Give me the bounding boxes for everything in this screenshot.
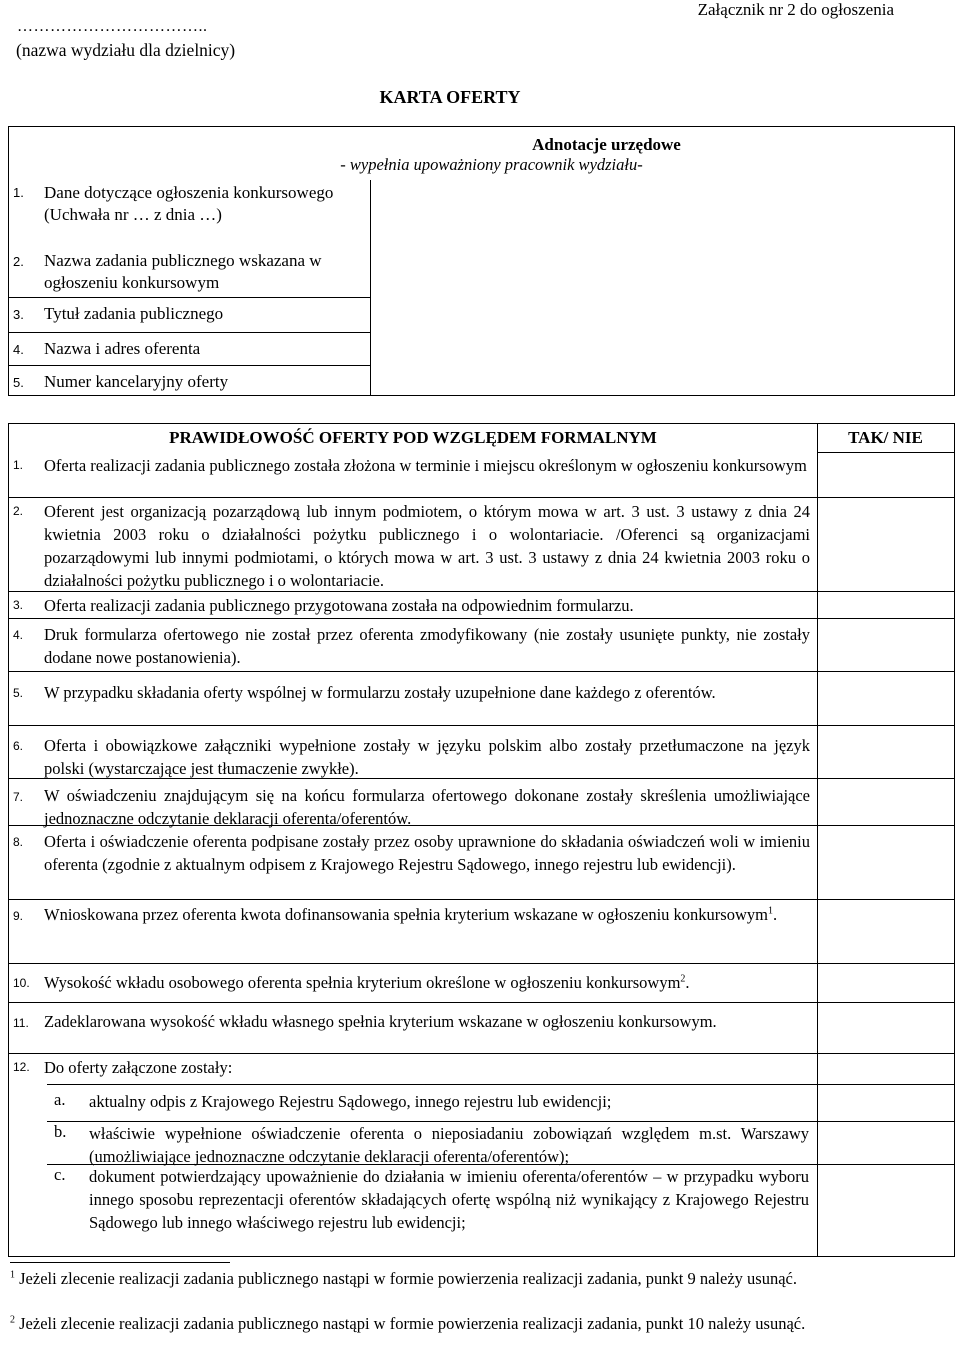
checklist-item bbox=[9, 963, 817, 1002]
checklist-item-text: Oferta realizacji zadania publicznego przygotowana została na odpowiednim formularzu. bbox=[44, 596, 634, 615]
checklist-item bbox=[9, 825, 817, 900]
checklist-item bbox=[9, 591, 817, 618]
annotation-row bbox=[9, 297, 370, 333]
answer-cell-line bbox=[817, 497, 954, 498]
checklist-item-text-tail: . bbox=[772, 905, 778, 924]
checklist-item-number: 2. bbox=[13, 504, 24, 518]
annotation-row-number: 3. bbox=[13, 307, 24, 322]
attachment-text: dokument potwierdzający upoważnienie do działania w imieniu oferenta/oferentów – w przypadku wyboru innego sposobu reprezentacji oferentów składających ofertę wspólną niż wynikający z Krajowego Rejestru Sądowego lub innego właściwego rejestru lub ewidencji; bbox=[89, 1167, 809, 1232]
checklist-item-text: Zadeklarowana wysokość wkładu własnego spełnia kryterium wskazane w ogłoszeniu konkursowym. bbox=[44, 1012, 717, 1031]
answer-cell-line bbox=[817, 591, 954, 592]
annotation-row-label: Numer kancelaryjny oferty bbox=[44, 372, 229, 391]
checklist-item-text: Oferta i oświadczenie oferenta podpisane zostały przez osoby uprawnione do składania oświadczeń woli w imieniu oferenta (zgodnie z aktualnym odpisem z Krajowego Rejestru Sądowego, innego rejestru lub ewidencji). bbox=[44, 832, 810, 874]
checklist-item-text: W oświadczeniu znajdującym się na końcu formularza ofertowego dokonane zostały skreślenia umożliwiające jednoznaczne odczytanie deklaracji oferenta/oferentów. bbox=[44, 786, 810, 828]
answer-cell-line bbox=[817, 452, 954, 453]
checklist-item-text: Oferta i obowiązkowe załączniki wypełnione zostały w języku polskim albo zostały przetłumaczone na język polski (wystarczające jest tłumaczenie zwykłe). bbox=[44, 736, 810, 778]
checklist-item-number: 9. bbox=[13, 909, 24, 923]
answer-cell-line bbox=[817, 1053, 954, 1054]
checklist-item-text: Druk formularza ofertowego nie został przez oferenta zmodyfikowany (nie zostały usunięte punkty, nie zostały dodane nowe postanowienia). bbox=[44, 625, 810, 667]
annotations-header bbox=[9, 135, 954, 175]
checklist-item-text-tail: . bbox=[685, 973, 690, 992]
annex-label: Załącznik nr 2 do ogłoszenia bbox=[697, 0, 894, 19]
page-title: KARTA OFERTY bbox=[379, 87, 521, 107]
footnote-mark: 2 bbox=[10, 1314, 15, 1326]
checklist-item-text bbox=[44, 971, 810, 994]
checklist-item bbox=[9, 452, 817, 502]
answer-cell-line bbox=[817, 1121, 954, 1122]
annotation-row-label: Nazwa i adres oferenta bbox=[44, 339, 201, 358]
attachment-item bbox=[47, 1084, 817, 1121]
checklist-item-text-main: Wnioskowana przez oferenta kwota dofinansowania spełnia kryterium wskazane w ogłoszeniu konkursowym bbox=[44, 905, 768, 924]
yes-no-column-heading: TAK/ NIE bbox=[848, 428, 923, 447]
checklist-item-number: 5. bbox=[13, 686, 24, 700]
attachment-text: aktualny odpis z Krajowego Rejestru Sądowego, innego rejestru lub ewidencji; bbox=[89, 1092, 612, 1111]
footnote-separator bbox=[10, 1262, 230, 1263]
checklist-item-text: Oferent jest organizacją pozarządową lub innym podmiotem, o którym mowa w art. 3 ust. 3 ustawy z dnia 24 kwietnia 2003 roku o działalności pożytku publicznego i o wolontariacie. /Oferenci są organizacjami pozarządowymi lub innymi podmiotami, o których mowa w art. 3 ust. 3 ustawy z dnia 24 kwietnia 2003 roku o działalności pożytku publicznego i o wolontariacie. bbox=[44, 502, 810, 590]
annotation-row bbox=[9, 246, 370, 298]
annotation-row bbox=[9, 332, 370, 365]
checklist-item bbox=[9, 899, 817, 963]
annotation-row bbox=[9, 365, 370, 396]
checklist-item bbox=[9, 497, 817, 590]
checklist-item bbox=[9, 725, 817, 778]
attachment-letter: a. bbox=[54, 1090, 66, 1109]
checklist-item-number: 1. bbox=[13, 458, 24, 472]
answer-cell-line bbox=[817, 725, 954, 726]
footnote-text: Jeżeli zlecenie realizacji zadania publicznego nastąpi w formie powierzenia realizacji zadania, punkt 10 należy usunąć. bbox=[15, 1314, 806, 1333]
annotations-subheading: - wypełnia upoważniony pracownik wydziału- bbox=[340, 155, 643, 174]
answer-cell-line bbox=[817, 1084, 954, 1085]
department-name-label: (nazwa wydziału dla dzielnicy) bbox=[16, 40, 236, 60]
answer-cell-line bbox=[817, 618, 954, 619]
answer-cell-line bbox=[817, 1164, 954, 1165]
checklist-item-number: 3. bbox=[13, 598, 24, 612]
answer-cell-line bbox=[817, 899, 954, 900]
answer-cell-line bbox=[817, 963, 954, 964]
answer-cell-line bbox=[817, 778, 954, 779]
checklist-item-text: Oferta realizacji zadania publicznego została złożona w terminie i miejscu określonym w ogłoszeniu konkursowym bbox=[44, 456, 807, 475]
footnote bbox=[10, 1313, 910, 1335]
annotation-row-number: 1. bbox=[13, 185, 24, 200]
footnote-mark: 1 bbox=[10, 1269, 15, 1281]
answer-column-divider bbox=[817, 424, 818, 1256]
annotations-table bbox=[8, 126, 955, 396]
attachment-item bbox=[47, 1164, 817, 1258]
checklist-item-number: 6. bbox=[13, 739, 24, 753]
attachment-text: właściwie wypełnione oświadczenie oferenta o nieposiadaniu zobowiązań względem m.st. Warszawy (umożliwiające jednoznaczne odczytanie deklaracji oferenta/oferentów); bbox=[89, 1124, 809, 1166]
annotation-row-label: Dane dotyczące ogłoszenia konkursowego (Uchwała nr … z dnia …) bbox=[44, 183, 334, 224]
annotation-row-number: 2. bbox=[13, 254, 24, 269]
footnote-ref-2: 2 bbox=[680, 973, 686, 985]
checklist-item-number: 8. bbox=[13, 835, 24, 849]
checklist-item-number: 12. bbox=[13, 1060, 30, 1074]
footnote-text: Jeżeli zlecenie realizacji zadania publicznego nastąpi w formie powierzenia realizacji zadania, punkt 9 należy usunąć. bbox=[15, 1269, 797, 1288]
checklist-item-number: 11. bbox=[13, 1016, 29, 1030]
answer-cell-line bbox=[817, 1002, 954, 1003]
answer-cell-line bbox=[817, 671, 954, 672]
checklist-item bbox=[9, 778, 817, 828]
department-placeholder-dots: …………………………….. bbox=[17, 18, 208, 35]
checklist-item-text: W przypadku składania oferty wspólnej w formularzu zostały uzupełnione dane każdego z oferentów. bbox=[44, 683, 716, 702]
footnote bbox=[10, 1268, 910, 1290]
annotation-row-label: Tytuł zadania publicznego bbox=[44, 304, 224, 323]
answer-cell-line bbox=[817, 825, 954, 826]
annotations-heading: Adnotacje urzędowe bbox=[532, 135, 681, 154]
checklist-item-text: Do oferty załączone zostały: bbox=[44, 1058, 233, 1077]
checklist-item bbox=[9, 671, 817, 725]
annotations-column-divider bbox=[370, 180, 371, 395]
attachment-letter: c. bbox=[54, 1165, 66, 1184]
checklist-item bbox=[9, 618, 817, 671]
checklist-item-number: 7. bbox=[13, 790, 24, 804]
annotation-row-number: 5. bbox=[13, 375, 24, 390]
footnote-ref-1: 1 bbox=[767, 905, 773, 917]
annotation-row bbox=[9, 180, 370, 254]
attachment-letter: b. bbox=[54, 1122, 67, 1141]
checklist-item-number: 4. bbox=[13, 628, 24, 642]
checklist-item-text bbox=[44, 903, 810, 926]
annotation-row-number: 4. bbox=[13, 342, 24, 357]
formal-check-heading: PRAWIDŁOWOŚĆ OFERTY POD WZGLĘDEM FORMALNYM bbox=[169, 428, 657, 447]
checklist-item-number: 10. bbox=[13, 976, 30, 990]
checklist-item-text-main: Wysokość wkładu osobowego oferenta spełnia kryterium określone w ogłoszeniu konkursowym bbox=[44, 973, 681, 992]
attachment-item bbox=[47, 1121, 817, 1166]
formal-check-table bbox=[8, 423, 955, 1257]
annotation-row-label: Nazwa zadania publicznego wskazana w ogłoszeniu konkursowym bbox=[44, 251, 322, 292]
checklist-item bbox=[9, 1002, 817, 1053]
checklist-item bbox=[9, 1053, 817, 1084]
